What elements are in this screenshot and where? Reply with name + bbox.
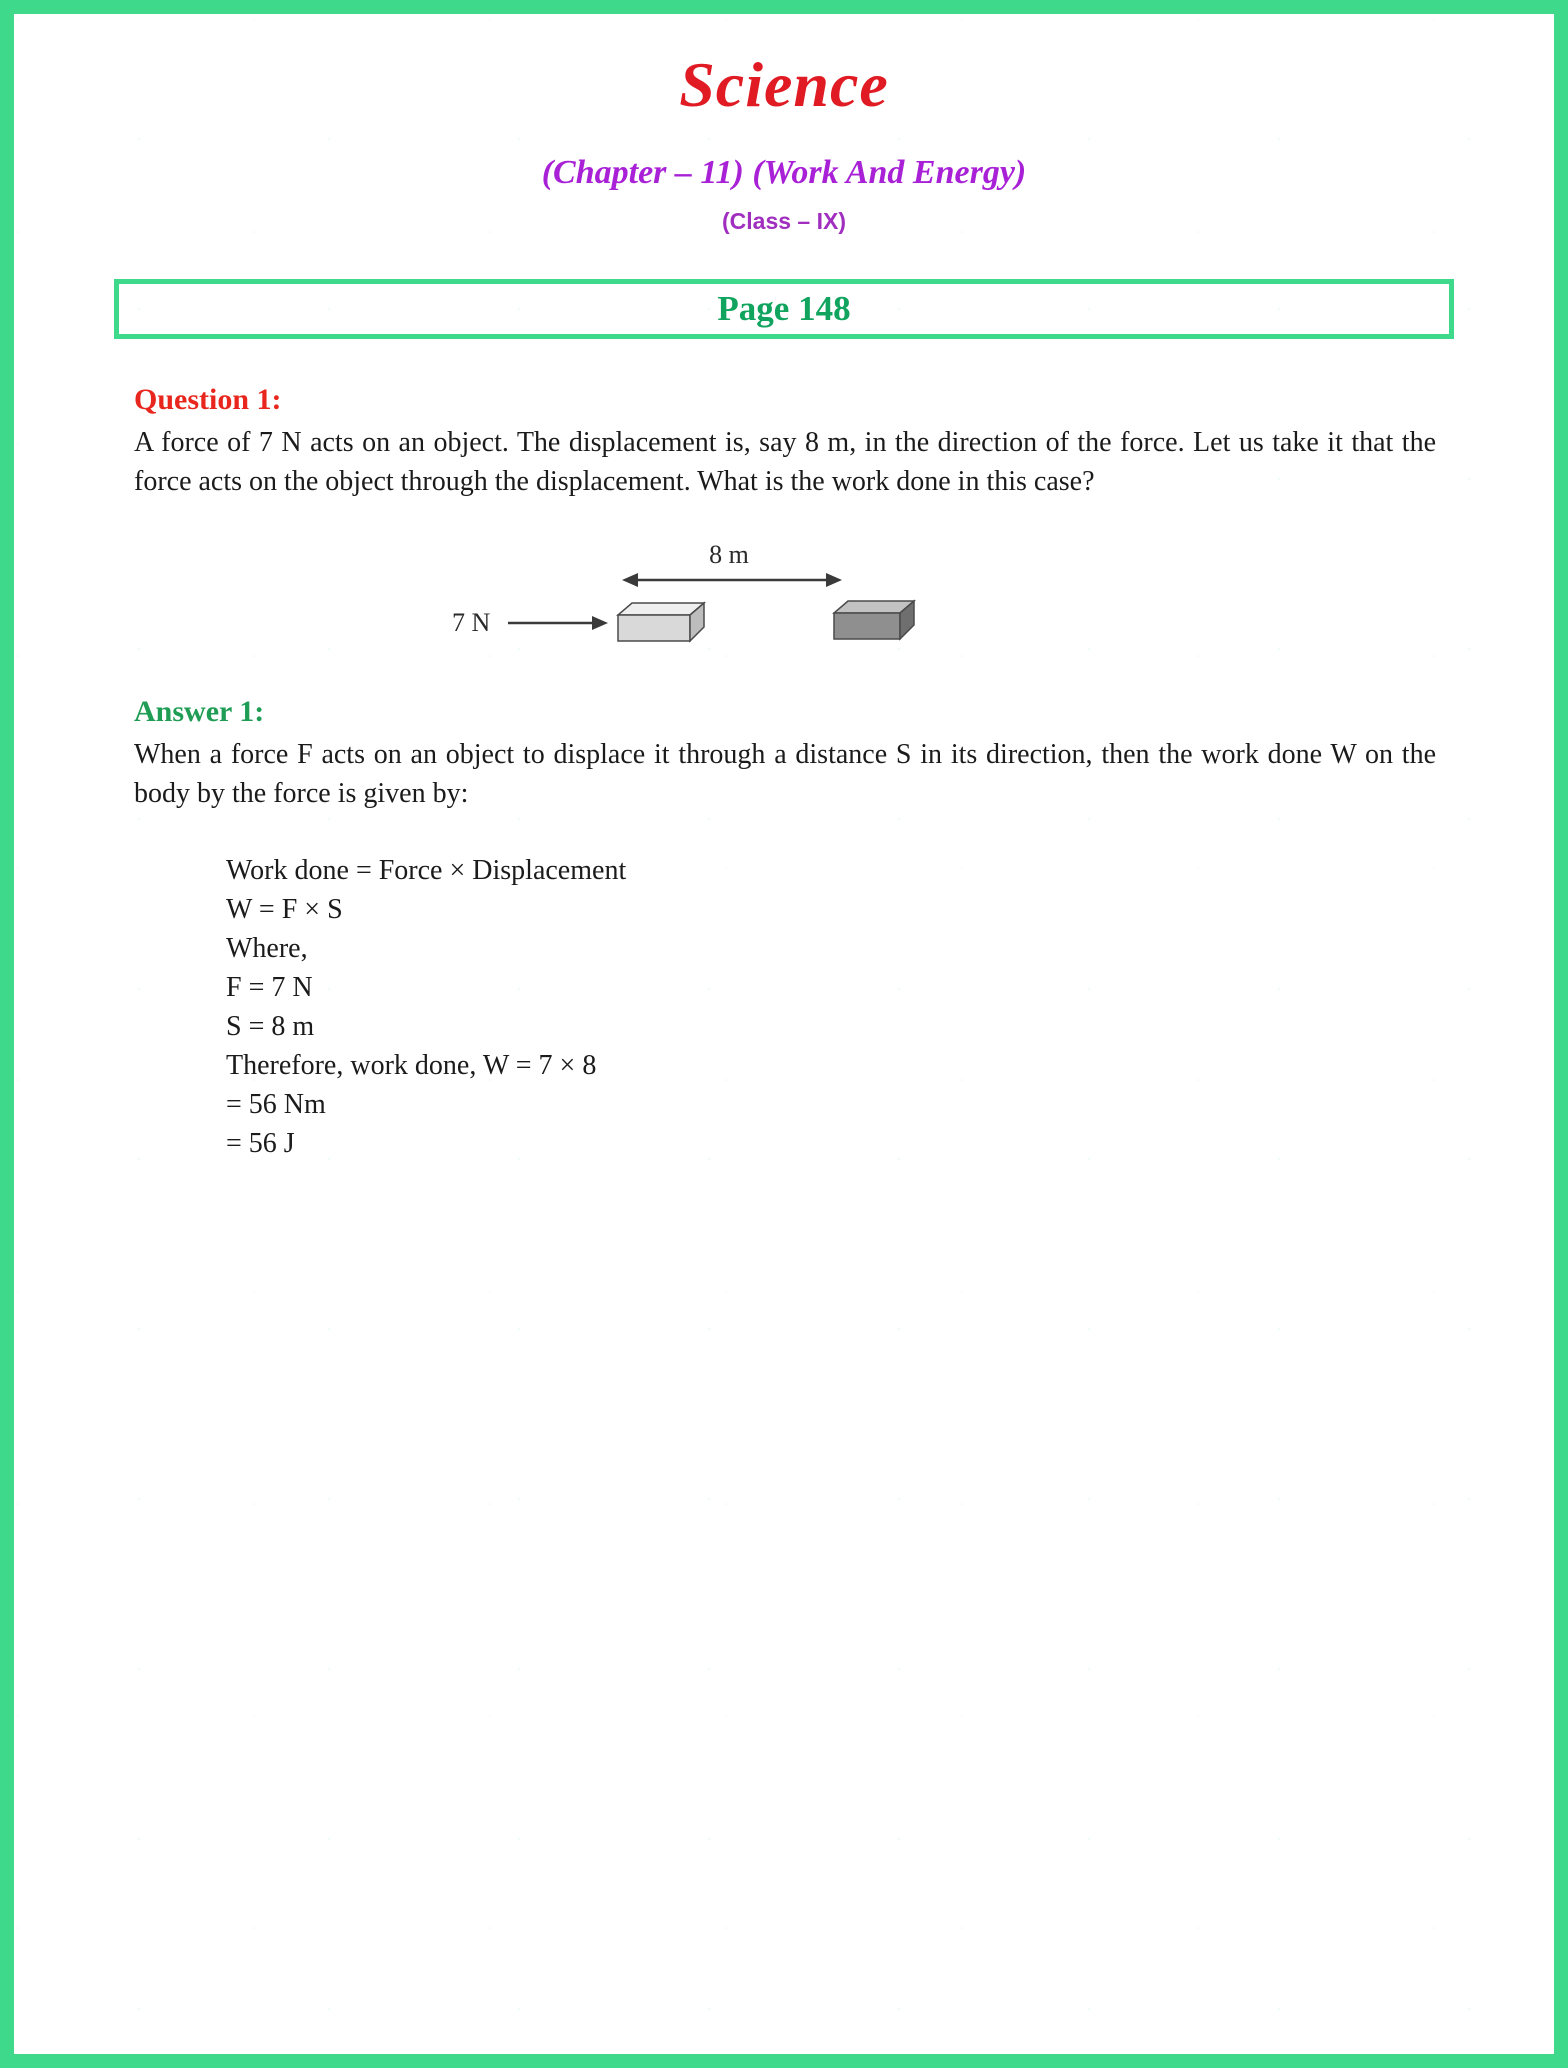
working-step: Work done = Force × Displacement [226,855,627,886]
working-step: Where, [226,933,308,964]
page-number-label: Page 148 [717,289,851,328]
figure-drawing [442,535,962,665]
working-step: Therefore, work done, W = 7 × 8 [226,1050,597,1081]
chapter-heading: (Chapter – 11) (Work And Energy) [541,154,1027,191]
working-steps [226,851,1436,1163]
answer-label: Answer 1: [134,695,265,728]
page-number-banner [114,279,1454,339]
working-step: = 56 J [226,1128,295,1159]
answer-intro: When a force F acts on an object to displace it through a distance S in its direction, then the work done W on the body by the force is given by: [134,739,1436,809]
working-step: = 56 Nm [226,1089,326,1120]
distance-label: 8 m [709,540,749,569]
page-title: Science [679,49,889,120]
block-displaced-icon [834,601,914,639]
block-initial-icon [618,603,704,641]
content-area [14,383,1554,1163]
displacement-arrow-icon [622,573,842,587]
working-step: S = 8 m [226,1011,315,1042]
force-label: 7 N [452,608,491,637]
class-heading: (Class – IX) [722,208,846,234]
working-step: F = 7 N [226,972,313,1003]
work-displacement-figure [442,535,962,665]
question-label: Question 1: [134,383,282,416]
question-text: A force of 7 N acts on an object. The displacement is, say 8 m, in the direction of the force. Let us take it that the force acts on the object through the displacement. What is the work done in this case? [134,427,1436,497]
working-step: W = F × S [226,894,343,925]
force-arrow-icon [508,616,608,630]
